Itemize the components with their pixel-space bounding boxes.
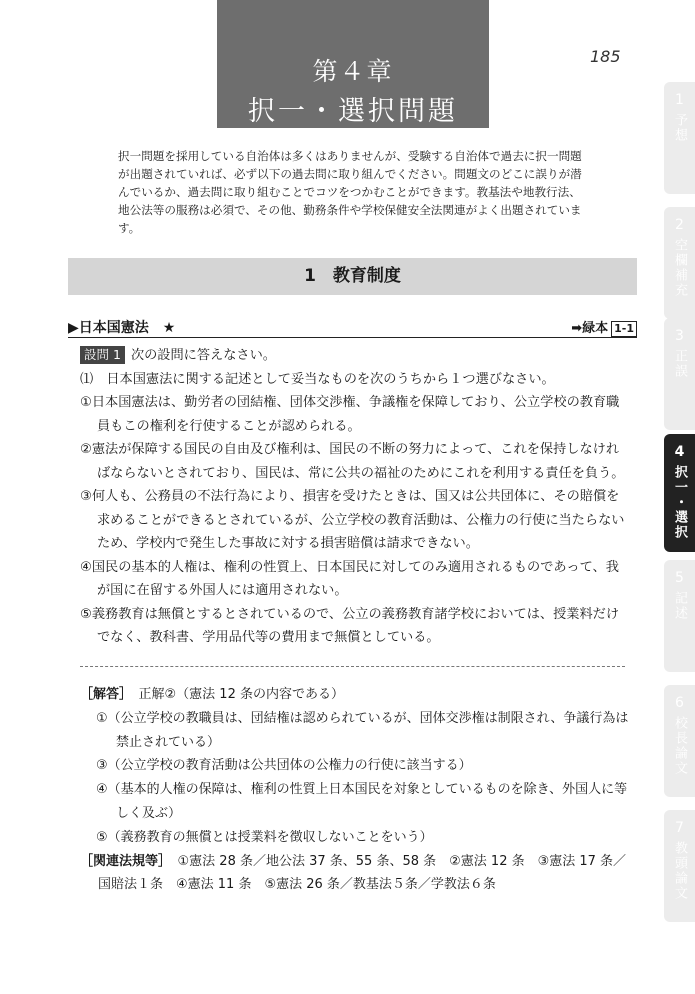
side-tab-number: 6 xyxy=(675,695,684,711)
side-tab-number: 2 xyxy=(675,217,684,233)
side-tab-number: 1 xyxy=(675,92,684,108)
side-tab-5[interactable] xyxy=(664,560,695,672)
side-tab-label: 正誤 xyxy=(672,349,687,379)
side-tab-number: 3 xyxy=(675,328,684,344)
section-title: 1 教育制度 xyxy=(68,258,637,295)
option-5: ⑤義務教育は無償とするとされているので、公立の義務教育諸学校においては、授業料だけでなく、教科書、学用品代等の費用まで無償としている。 xyxy=(80,606,620,645)
side-tab-4[interactable] xyxy=(664,434,695,552)
side-tab-label: 予想 xyxy=(672,113,687,143)
reference-label: ➡緑本 xyxy=(571,321,609,336)
answer-text: 正解②（憲法 12 条の内容である） xyxy=(125,687,344,702)
side-tab-6[interactable] xyxy=(664,685,695,797)
side-tab-label: 教頭論文 xyxy=(672,841,687,901)
related-laws-label: ［関連法規等］ xyxy=(80,853,165,869)
side-tab-label: 校長論文 xyxy=(672,716,687,776)
reference xyxy=(571,317,637,337)
side-tab-label: 空欄補充 xyxy=(672,238,687,298)
topic-header xyxy=(68,317,637,338)
chapter-number: 第４章 xyxy=(312,57,394,86)
side-tab-3[interactable] xyxy=(664,318,695,430)
question-sub: ⑴ 日本国憲法に関する記述として妥当なものを次のうちから１つ選びなさい。 xyxy=(80,371,555,387)
question-label: 設問 1 xyxy=(80,346,125,364)
option-2: ②憲法が保障する国民の自由及び権利は、国民の不断の努力によって、これを保持しなければならないとされており、国民は、常に公共の福祉のためにこれを利用する責任を負う。 xyxy=(80,442,625,481)
chapter-intro: 択一問題を採用している自治体は多くはありませんが、受験する自治体で過去に択一問題が出題されていれば、必ず以下の過去問に取り組んでください。問題文のどこに誤りが潜んでいるか、過去問に取り組むことでコツをつかむことができます。教基法や地教行法、地公法等の服務は必須で、その他、勤務条件や学校保健安全法関連がよく出題されています。 xyxy=(118,149,582,235)
chapter-title: 択一・選択問題 xyxy=(248,96,458,127)
answer-note-1: ①（公立学校の教職員は、団結権は認められているが、団体交渉権は制限され、争議行為は禁止されている） xyxy=(96,710,629,750)
question-instruction: 次の設問に答えなさい。 xyxy=(130,348,276,363)
question-heading xyxy=(80,344,630,368)
answer-note-4: ④（基本的人権の保障は、権利の性質上日本国民を対象としているものを除き、外国人に等しく及ぶ） xyxy=(96,782,628,821)
answer-line xyxy=(80,683,630,707)
reference-code: 1-1 xyxy=(611,321,637,337)
option-3: ③何人も、公務員の不法行為により、損害を受けたときは、国又は公共団体に、その賠償を求めることができるとされているが、公立学校の教育活動は、公権力の行使に当たらないため、学校内で発生した事故に対する損害賠償は請求できない。 xyxy=(80,489,625,551)
topic-title: ▶日本国憲法 ★ xyxy=(68,320,176,336)
side-tab-1[interactable] xyxy=(664,82,695,194)
side-tab-number: 7 xyxy=(675,820,684,836)
answer-label: ［解答］ xyxy=(80,687,126,702)
side-tab-number: 4 xyxy=(674,444,685,460)
side-tab-number: 5 xyxy=(675,570,684,586)
divider xyxy=(80,666,625,667)
side-tab-2[interactable] xyxy=(664,207,695,319)
answer-note-5: ⑤（義務教育の無償とは授業料を徴収しないことをいう） xyxy=(96,829,433,845)
question-block xyxy=(80,344,630,650)
chapter-header xyxy=(217,0,489,128)
side-tab-label: 記述 xyxy=(672,591,687,621)
option-4: ④国民の基本的人権は、権利の性質上、日本国民に対してのみ適用されるものであって、我が国に在留する外国人には適用されない。 xyxy=(80,559,619,598)
page-number: 185 xyxy=(590,47,621,66)
answer-note-3: ③（公立学校の教育活動は公共団体の公権力の行使に該当する） xyxy=(96,758,472,774)
answer-block xyxy=(80,683,630,897)
side-tab-7[interactable] xyxy=(664,810,695,922)
related-laws-text: ①憲法 28 条／地公法 37 条、55 条、58 条 ②憲法 12 条 ③憲法 17 条／国賠法１条 ④憲法 11 条 ⑤憲法 26 条／教基法５条／学教法６条 xyxy=(98,853,627,893)
related-laws xyxy=(80,850,630,898)
option-1: ①日本国憲法は、勤労者の団結権、団体交渉権、争議権を保障しており、公立学校の教育職員もこの権利を行使することが認められる。 xyxy=(80,395,620,434)
side-tab-label: 択一・選択 xyxy=(672,465,687,540)
